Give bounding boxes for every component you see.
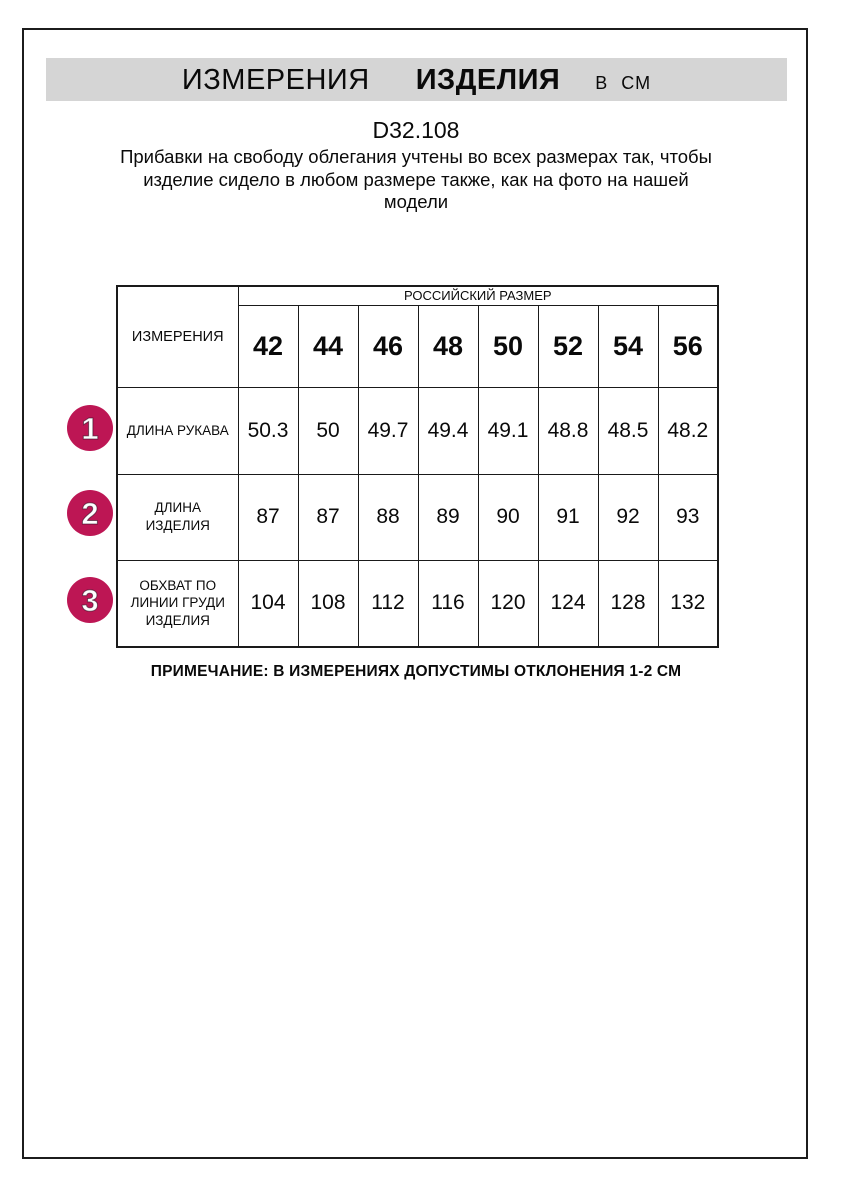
value-cell: 90 xyxy=(478,474,538,560)
value-cell: 92 xyxy=(598,474,658,560)
fit-description-line: изделие сидело в любом размере также, как на фото на нашей xyxy=(143,168,689,190)
table-row-chest-girth xyxy=(117,560,718,647)
title-product: ИЗДЕЛИЯ xyxy=(415,64,561,96)
table-corner-header: ИЗМЕРЕНИЯ xyxy=(117,286,238,387)
title-banner xyxy=(46,58,787,101)
measurements-table xyxy=(116,285,719,648)
row-label: ОБХВАТ ПО ЛИНИИ ГРУДИ ИЗДЕЛИЯ xyxy=(117,560,238,647)
size-header-cell: 50 xyxy=(478,305,538,387)
title-units: В СМ xyxy=(595,73,652,93)
row-marker-3-digit: 3 xyxy=(81,582,99,618)
row-marker-1 xyxy=(67,405,113,451)
value-cell: 124 xyxy=(538,560,598,647)
value-cell: 49.1 xyxy=(478,387,538,474)
size-group-header: РОССИЙСКИЙ РАЗМЕР xyxy=(238,286,718,305)
size-header-cell: 46 xyxy=(358,305,418,387)
value-cell: 108 xyxy=(298,560,358,647)
model-code: D32.108 xyxy=(372,117,460,143)
row-marker-2 xyxy=(67,490,113,536)
size-header-cell: 56 xyxy=(658,305,718,387)
row-label: ДЛИНА ИЗДЕЛИЯ xyxy=(117,474,238,560)
row-marker-3 xyxy=(67,577,113,623)
value-cell: 88 xyxy=(358,474,418,560)
size-header-cell: 52 xyxy=(538,305,598,387)
size-header-cell: 54 xyxy=(598,305,658,387)
row-marker-1-digit: 1 xyxy=(81,410,99,446)
row-label: ДЛИНА РУКАВА xyxy=(117,387,238,474)
value-cell: 132 xyxy=(658,560,718,647)
title-measurements: ИЗМЕРЕНИЯ xyxy=(181,64,370,96)
value-cell: 128 xyxy=(598,560,658,647)
size-header-cell: 42 xyxy=(238,305,298,387)
value-cell: 89 xyxy=(418,474,478,560)
value-cell: 120 xyxy=(478,560,538,647)
value-cell: 48.5 xyxy=(598,387,658,474)
value-cell: 87 xyxy=(238,474,298,560)
size-header-cell: 44 xyxy=(298,305,358,387)
value-cell: 116 xyxy=(418,560,478,647)
value-cell: 48.8 xyxy=(538,387,598,474)
value-cell: 93 xyxy=(658,474,718,560)
value-cell: 91 xyxy=(538,474,598,560)
fit-description-line: модели xyxy=(383,191,449,213)
size-header-cell: 48 xyxy=(418,305,478,387)
row-marker-2-digit: 2 xyxy=(81,495,99,531)
table-row-sleeve-length xyxy=(117,387,718,474)
fit-description-line: Прибавки на свободу облегания учтены во всех размерах так, чтобы xyxy=(120,146,712,167)
value-cell: 50.3 xyxy=(238,387,298,474)
tolerance-note: ПРИМЕЧАНИЕ: В ИЗМЕРЕНИЯХ ДОПУСТИМЫ ОТКЛОНЕНИЯ 1-2 СМ xyxy=(150,663,682,680)
value-cell: 112 xyxy=(358,560,418,647)
value-cell: 48.2 xyxy=(658,387,718,474)
value-cell: 49.4 xyxy=(418,387,478,474)
value-cell: 49.7 xyxy=(358,387,418,474)
value-cell: 87 xyxy=(298,474,358,560)
table-row-product-length xyxy=(117,474,718,560)
value-cell: 50 xyxy=(298,387,358,474)
value-cell: 104 xyxy=(238,560,298,647)
fit-description xyxy=(96,146,736,214)
